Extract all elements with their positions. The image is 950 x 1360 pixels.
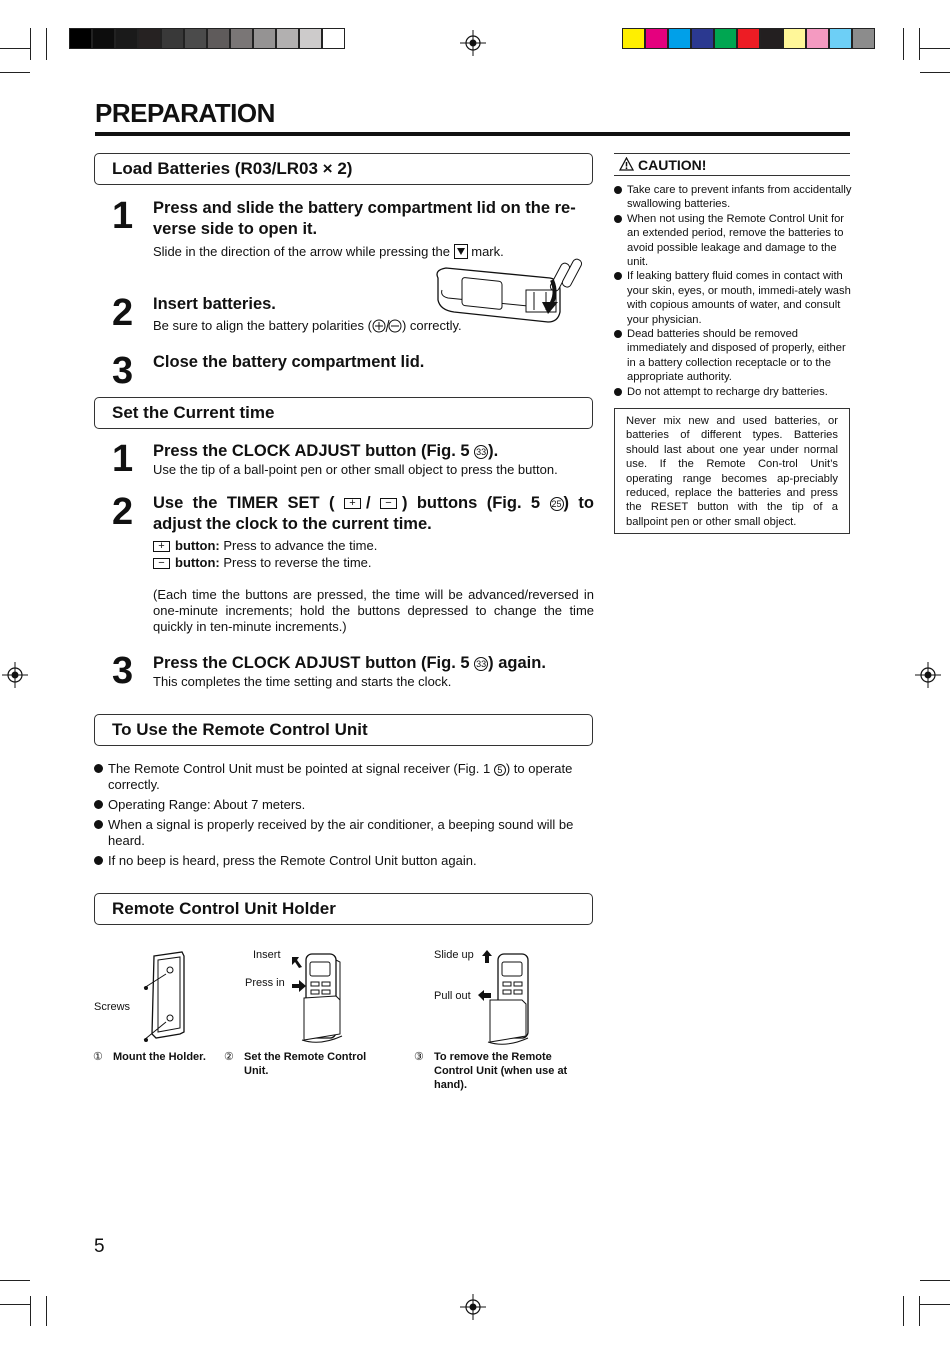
- color-swatch: [783, 28, 806, 49]
- caption-text: To remove the Remote Control Unit (when use at hand).: [434, 1051, 568, 1091]
- caption-number: ③: [414, 1051, 424, 1063]
- step-title: Press the CLOCK ADJUST button (Fig. 5 33 ).: [153, 442, 499, 460]
- section-current-time: [94, 397, 593, 429]
- plus-button-description: + button: Press to advance the time.: [153, 538, 594, 554]
- step-note: (Each time the buttons are pressed, the time will be advanced/reversed in one-minute increments; hold the buttons depressed to change the time quickly in ten-minute increments.): [153, 587, 594, 634]
- list-item: Take care to prevent infants from accidentally swallowing batteries.: [614, 183, 854, 212]
- remote-use-list: [94, 761, 594, 873]
- step-title: Close the battery compartment lid.: [153, 353, 425, 371]
- color-swatch: [760, 28, 783, 49]
- color-swatch: [806, 28, 829, 49]
- step-description: Use the tip of a ball-point pen or other small object to press the button.: [153, 462, 558, 477]
- minus-button-description: − button: Press to reverse the time.: [153, 555, 594, 571]
- pull-out-arrow-icon: [478, 990, 491, 1001]
- registration-mark-bottom: [460, 1294, 486, 1320]
- step-title: Use the TIMER SET ( + / − ) buttons (Fig. 5 25 ) to adjust the clock to the current time.: [153, 494, 594, 533]
- color-swatch: [668, 28, 691, 49]
- color-swatch: [714, 28, 737, 49]
- step-number: 3: [112, 350, 134, 392]
- gray-swatch: [69, 28, 92, 49]
- list-item: The Remote Control Unit must be pointed at signal receiver (Fig. 1 5 ) to operate correctly.: [94, 761, 594, 793]
- press-in-arrow-icon: [292, 980, 306, 992]
- section-holder: [94, 893, 593, 925]
- plus-button-icon: +: [153, 541, 170, 552]
- pull-out-label: Pull out: [434, 990, 471, 1002]
- slide-up-arrow-icon: [482, 950, 492, 963]
- gray-swatch: [230, 28, 253, 49]
- step-title: Insert batteries.: [153, 295, 276, 313]
- step-number: 2: [112, 292, 134, 334]
- color-swatch: [691, 28, 714, 49]
- holder-illustration: [140, 948, 190, 1046]
- gray-swatch: [207, 28, 230, 49]
- press-in-label: Press in: [245, 977, 285, 989]
- section-heading: Set the Current time: [112, 403, 275, 422]
- caption-number: ②: [224, 1051, 234, 1063]
- section-heading: To Use the Remote Control Unit: [112, 720, 368, 739]
- insert-label: Insert: [253, 949, 281, 961]
- step-number: 2: [112, 491, 134, 533]
- screws-label: Screws: [94, 1001, 131, 1013]
- plus-button-icon: +: [344, 498, 361, 509]
- slide-up-label: Slide up: [434, 949, 474, 961]
- section-heading: Load Batteries (R03/LR03 × 2): [112, 159, 353, 178]
- color-swatch: [852, 28, 875, 49]
- caution-rule-bottom: [614, 175, 850, 176]
- registration-mark-right: [915, 662, 941, 688]
- warning-triangle-icon: [619, 157, 634, 171]
- caution-rule-top: [614, 153, 850, 154]
- step-title: Press the CLOCK ADJUST button (Fig. 5 33 ) again.: [153, 654, 546, 672]
- list-item: If leaking battery fluid comes in contact with your skin, eyes, or mouth, immedi-ately wash with copious amounts of water, and consult your physician.: [614, 269, 854, 327]
- caution-title: CAUTION!: [638, 157, 707, 173]
- gray-swatch: [161, 28, 184, 49]
- step-description: This completes the time setting and starts the clock.: [153, 674, 452, 689]
- caption-text: Mount the Holder.: [113, 1051, 206, 1063]
- figure-ref: 25: [551, 498, 562, 509]
- color-swatch: [829, 28, 852, 49]
- step-number: 3: [112, 650, 134, 692]
- step-description: Be sure to align the battery polarities ( ) correctly.: [153, 318, 462, 333]
- gray-swatch: [253, 28, 276, 49]
- gray-swatch: [138, 28, 161, 49]
- page-title: PREPARATION: [95, 98, 275, 128]
- list-item: If no beep is heard, press the Remote Control Unit button again.: [94, 853, 594, 869]
- step-number: 1: [112, 438, 134, 480]
- gray-swatch: [92, 28, 115, 49]
- figure-ref: 5: [494, 764, 506, 776]
- caution-list: [614, 183, 854, 399]
- battery-polarity-icon: [372, 319, 402, 333]
- page-number: 5: [94, 1236, 105, 1257]
- minus-button-icon: −: [380, 498, 397, 509]
- registration-mark-left: [2, 662, 28, 688]
- gray-swatch: [322, 28, 345, 49]
- list-item: Operating Range: About 7 meters.: [94, 797, 594, 813]
- registration-mark-top: [460, 30, 486, 56]
- figure-ref: 33: [476, 446, 487, 457]
- gray-swatch: [299, 28, 322, 49]
- step-number: 1: [112, 195, 134, 237]
- figure-ref: 33: [476, 658, 487, 669]
- gray-swatch: [184, 28, 207, 49]
- step-title: Press and slide the battery compartment lid on the re-verse side to open it.: [153, 199, 576, 238]
- battery-note-box: Never mix new and used batteries, or batteries of different types. Batteries should last about one year under normal use. If the Remote Con-trol Unit’s operating range becomes ap-preciably reduced, replace the batteries and press the RESET button with the tip of a ballpoint pen or other small object.: [614, 408, 850, 534]
- section-load-batteries: [94, 153, 593, 185]
- gray-swatch: [115, 28, 138, 49]
- color-swatch: [622, 28, 645, 49]
- section-heading: Remote Control Unit Holder: [112, 899, 336, 918]
- caption-text: Set the Remote Control Unit.: [244, 1051, 367, 1077]
- minus-button-icon: −: [153, 558, 170, 569]
- color-swatch: [737, 28, 760, 49]
- list-item: Dead batteries should be removed immediately and disposed of properly, either in a battery collection receptacle or to the appropriate authority.: [614, 327, 854, 385]
- color-swatch: [645, 28, 668, 49]
- caption-number: ①: [93, 1051, 103, 1063]
- list-item: Do not attempt to recharge dry batteries.: [614, 385, 854, 399]
- section-remote-use: [94, 714, 593, 746]
- insert-arrow-icon: [290, 955, 304, 969]
- title-rule: [95, 132, 850, 136]
- gray-swatch: [276, 28, 299, 49]
- step-description: Slide in the direction of the arrow while pressing the mark.: [153, 244, 504, 259]
- list-item: When a signal is properly received by the air conditioner, a beeping sound will be heard.: [94, 817, 594, 849]
- list-item: When not using the Remote Control Unit for an extended period, remove the batteries to avoid possible leakage and damage to the unit.: [614, 212, 854, 270]
